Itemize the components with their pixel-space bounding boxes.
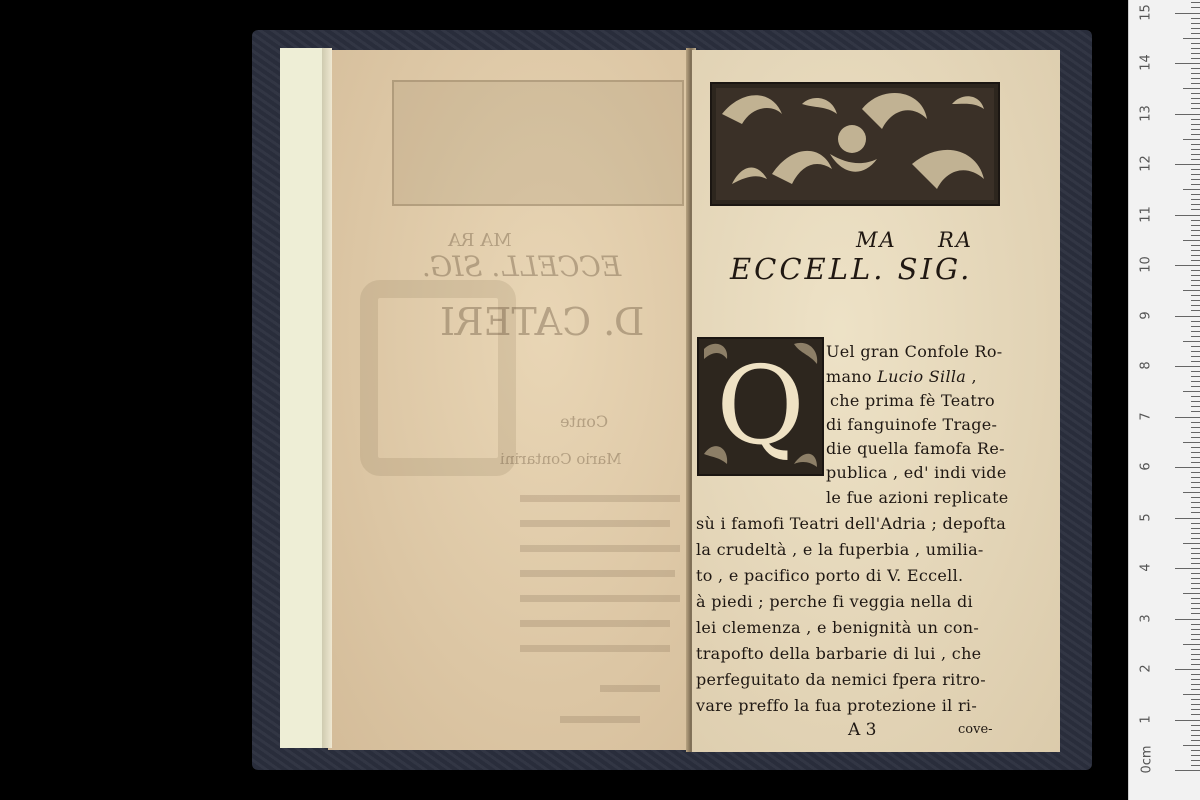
ruler-tick: [1191, 235, 1200, 236]
ruler-tick: [1191, 295, 1200, 296]
text-line: di fanguinofe Trage-: [826, 415, 998, 434]
ruler-tick: [1191, 285, 1200, 286]
ruler-number: 12: [1138, 155, 1154, 172]
ruler-number: 2: [1138, 664, 1154, 673]
ruler-tick: [1191, 159, 1200, 160]
ruler-tick: [1175, 619, 1200, 620]
ruler-tick: [1191, 603, 1200, 604]
ruler-tick: [1191, 725, 1200, 726]
ruler-tick: [1191, 255, 1200, 256]
ruler-tick: [1191, 411, 1200, 412]
text-line: lei clemenza , e benignità un con-: [696, 618, 980, 637]
ruler-tick: [1191, 103, 1200, 104]
ruler-tick: [1191, 588, 1200, 589]
ruler-tick: [1191, 270, 1200, 271]
ruler-tick: [1191, 149, 1200, 150]
show-through-line: [520, 520, 670, 527]
ruler-tick: [1191, 704, 1200, 705]
ruler-tick: [1183, 543, 1200, 544]
ruler-tick: [1191, 427, 1200, 428]
ruler-tick: [1191, 260, 1200, 261]
ruler-tick: [1191, 356, 1200, 357]
ruler-tick: [1191, 280, 1200, 281]
heading-superscript: RA: [938, 228, 973, 252]
ruler-number: 7: [1138, 411, 1154, 421]
ruler-number: 13: [1138, 104, 1154, 122]
ruler-tick: [1183, 391, 1200, 392]
text-line-start: mano: [826, 367, 878, 386]
ruler-tick: [1191, 351, 1200, 352]
ruler-tick: [1191, 563, 1200, 564]
ruler-tick: [1191, 765, 1200, 766]
ruler-tick: [1191, 48, 1200, 49]
ruler-number: 6: [1138, 462, 1154, 471]
ruler-tick: [1183, 290, 1200, 291]
text-line: le fue azioni replicate: [826, 488, 1009, 507]
show-through-initial: [360, 280, 516, 476]
ruler-tick: [1183, 341, 1200, 342]
catchword: cove-: [958, 722, 993, 737]
ruler-tick: [1191, 629, 1200, 630]
heading-superscript: MA: [856, 228, 897, 252]
text-line: che prima fè Teatro: [830, 391, 995, 410]
ruler-tick: [1191, 275, 1200, 276]
ruler-tick: [1191, 305, 1200, 306]
ruler-tick: [1191, 755, 1200, 756]
ruler-tick: [1191, 43, 1200, 44]
ruler-tick: [1191, 452, 1200, 453]
ruler-tick: [1191, 194, 1200, 195]
show-through-line: [520, 545, 680, 552]
page-edge: [322, 48, 332, 748]
show-through-line: [520, 645, 670, 652]
ruler-tick: [1191, 709, 1200, 710]
ruler-tick: [1191, 482, 1200, 483]
text-line: trapofto della barbarie di lui , che: [696, 644, 982, 663]
ruler-tick: [1191, 654, 1200, 655]
ruler-tick: [1191, 659, 1200, 660]
initial-letter: Q: [716, 344, 805, 469]
ruler-number: 4: [1138, 563, 1154, 572]
ruler-tick: [1191, 528, 1200, 529]
ruler-tick: [1191, 124, 1200, 125]
text-line: vare preffo la fua protezione il ri-: [696, 696, 978, 715]
ruler-tick: [1191, 204, 1200, 205]
ruler-tick: [1191, 649, 1200, 650]
ruler-tick: [1191, 73, 1200, 74]
ruler-tick: [1191, 300, 1200, 301]
ruler-tick: [1191, 462, 1200, 463]
ruler-tick: [1191, 639, 1200, 640]
measuring-ruler: [1128, 0, 1200, 800]
show-through-line: [520, 620, 670, 627]
ruler-tick: [1175, 63, 1200, 64]
ruler-tick: [1191, 209, 1200, 210]
ruler-number: 15: [1138, 3, 1154, 21]
ruler-tick: [1175, 316, 1200, 317]
name-suffix: ,: [966, 367, 977, 386]
ruler-tick: [1191, 28, 1200, 29]
text-line: to , e pacifico porto di V. Eccell.: [696, 566, 964, 585]
ruler-tick: [1191, 699, 1200, 700]
ruler-tick: [1183, 492, 1200, 493]
ruler-tick: [1191, 533, 1200, 534]
ruler-tick: [1191, 2, 1200, 3]
ruler-tick: [1191, 613, 1200, 614]
ruler-tick: [1175, 669, 1200, 670]
ruler-number: 5: [1138, 512, 1154, 522]
ruler-tick: [1191, 346, 1200, 347]
ruler-tick: [1191, 98, 1200, 99]
ruler-tick: [1191, 321, 1200, 322]
text-line: la crudeltà , e la fuperbia , umilia-: [696, 540, 984, 559]
ruler-tick: [1191, 750, 1200, 751]
show-through-line: [520, 570, 675, 577]
ruler-tick: [1191, 108, 1200, 109]
text-line: [826, 367, 977, 386]
text-line: publica , ed' indi vide: [826, 463, 1007, 482]
ruler-tick: [1183, 139, 1200, 140]
ruler-number: 8: [1138, 361, 1154, 370]
ruler-tick: [1183, 644, 1200, 645]
name-italic: Lucio Silla: [877, 367, 967, 386]
ruler-tick: [1183, 38, 1200, 39]
ruler-tick: [1191, 512, 1200, 513]
ruler-tick: [1191, 250, 1200, 251]
ruler-tick: [1191, 78, 1200, 79]
ruler-tick: [1191, 381, 1200, 382]
ruler-tick: [1191, 598, 1200, 599]
flyleaf: [280, 48, 328, 748]
ruler-tick: [1191, 371, 1200, 372]
ruler-tick: [1191, 179, 1200, 180]
ruler-tick: [1191, 578, 1200, 579]
ruler-tick: [1191, 487, 1200, 488]
ruler-tick: [1191, 361, 1200, 362]
ruler-tick: [1191, 502, 1200, 503]
show-through-line: Conte: [560, 412, 609, 431]
ruler-tick: [1191, 472, 1200, 473]
ruler-tick: [1175, 265, 1200, 266]
ruler-tick: [1191, 326, 1200, 327]
text-line: die quella famofa Re-: [826, 439, 1005, 458]
ruler-tick: [1191, 199, 1200, 200]
show-through-line: [520, 595, 680, 602]
ruler-tick: [1191, 331, 1200, 332]
ruler-number: 9: [1138, 310, 1154, 320]
show-through-title-top: MA RA: [448, 230, 512, 251]
ruler-tick: [1175, 13, 1200, 14]
ruler-tick: [1191, 58, 1200, 59]
ruler-tick: [1191, 68, 1200, 69]
ruler-tick: [1191, 129, 1200, 130]
ruler-tick: [1191, 432, 1200, 433]
ruler-tick: [1191, 220, 1200, 221]
ruler-tick: [1191, 18, 1200, 19]
signature-mark: A 3: [848, 720, 877, 740]
ruler-tick: [1191, 447, 1200, 448]
ruler-unit: 0cm: [1139, 745, 1155, 774]
ruler-tick: [1183, 593, 1200, 594]
ruler-tick: [1191, 735, 1200, 736]
text-line: Uel gran Confole Ro-: [826, 342, 1003, 361]
ruler-tick: [1183, 88, 1200, 89]
text-line: à piedi ; perche fi veggia nella di: [696, 592, 973, 611]
ruler-tick: [1191, 144, 1200, 145]
ruler-tick: [1175, 114, 1200, 115]
ruler-tick: [1191, 184, 1200, 185]
ruler-tick: [1175, 568, 1200, 569]
page-heading: ECCELL. SIG.: [730, 252, 973, 286]
ruler-tick: [1191, 230, 1200, 231]
ruler-tick: [1175, 770, 1200, 771]
ruler-tick: [1191, 154, 1200, 155]
ruler-tick: [1191, 497, 1200, 498]
ruler-tick: [1191, 760, 1200, 761]
show-through-subtitle: D. CATERI: [440, 300, 645, 344]
show-through-line: [560, 716, 640, 723]
ruler-tick: [1191, 310, 1200, 311]
ruler-tick: [1191, 406, 1200, 407]
ruler-tick: [1191, 7, 1200, 8]
ruler-tick: [1191, 457, 1200, 458]
show-through-line: Mario Contarini: [500, 450, 622, 468]
show-through-ornament: [392, 80, 684, 206]
text-line: perfeguitato da nemici fpera ritro-: [696, 670, 986, 689]
ruler-tick: [1191, 83, 1200, 84]
ruler-tick: [1191, 558, 1200, 559]
ruler-number: 1: [1138, 714, 1154, 724]
ruler-tick: [1191, 477, 1200, 478]
ruler-tick: [1191, 730, 1200, 731]
ruler-tick: [1191, 674, 1200, 675]
ruler-tick: [1191, 437, 1200, 438]
ruler-tick: [1183, 442, 1200, 443]
ruler-tick: [1175, 720, 1200, 721]
ruler-tick: [1183, 694, 1200, 695]
ruler-tick: [1191, 396, 1200, 397]
ruler-tick: [1191, 93, 1200, 94]
foliage-ornament-icon: [712, 84, 998, 204]
ruler-tick: [1183, 240, 1200, 241]
ruler-tick: [1175, 215, 1200, 216]
ruler-tick: [1191, 53, 1200, 54]
ruler-tick: [1191, 245, 1200, 246]
ruler-tick: [1191, 174, 1200, 175]
ruler-tick: [1191, 401, 1200, 402]
ruler-tick: [1191, 664, 1200, 665]
ruler-tick: [1175, 518, 1200, 519]
ruler-tick: [1191, 169, 1200, 170]
ruler-tick: [1175, 417, 1200, 418]
ruler-tick: [1191, 507, 1200, 508]
show-through-line: [520, 495, 680, 502]
ruler-tick: [1183, 189, 1200, 190]
ruler-tick: [1175, 164, 1200, 165]
ruler-number: 14: [1138, 54, 1154, 71]
ruler-tick: [1191, 523, 1200, 524]
ruler-tick: [1191, 679, 1200, 680]
ruler-tick: [1183, 745, 1200, 746]
show-through-title: ECCELL. SIG.: [422, 250, 622, 283]
ruler-tick: [1191, 134, 1200, 135]
ruler-tick: [1191, 119, 1200, 120]
ruler-tick: [1191, 33, 1200, 34]
ruler-number: 3: [1138, 613, 1154, 623]
woodcut-headpiece: [710, 82, 1000, 206]
ruler-tick: [1191, 23, 1200, 24]
ruler-tick: [1191, 553, 1200, 554]
ruler-tick: [1191, 624, 1200, 625]
ruler-tick: [1175, 467, 1200, 468]
text-line: sù i famofi Teatri dell'Adria ; depofta: [696, 514, 1007, 533]
show-through-line: [600, 685, 660, 692]
ruler-tick: [1191, 689, 1200, 690]
ruler-tick: [1191, 583, 1200, 584]
ruler-tick: [1191, 684, 1200, 685]
ruler-tick: [1191, 225, 1200, 226]
ruler-tick: [1175, 366, 1200, 367]
ruler-number: 11: [1138, 205, 1154, 223]
ruler-tick: [1191, 714, 1200, 715]
decorated-initial: [697, 337, 824, 476]
ruler-tick: [1191, 538, 1200, 539]
ruler-tick: [1191, 608, 1200, 609]
ruler-tick: [1191, 634, 1200, 635]
ruler-number: 10: [1138, 256, 1154, 273]
ruler-tick: [1191, 422, 1200, 423]
ruler-tick: [1191, 336, 1200, 337]
ruler-tick: [1191, 573, 1200, 574]
ruler-tick: [1191, 740, 1200, 741]
ruler-tick: [1191, 386, 1200, 387]
ruler-tick: [1191, 548, 1200, 549]
ruler-tick: [1191, 376, 1200, 377]
